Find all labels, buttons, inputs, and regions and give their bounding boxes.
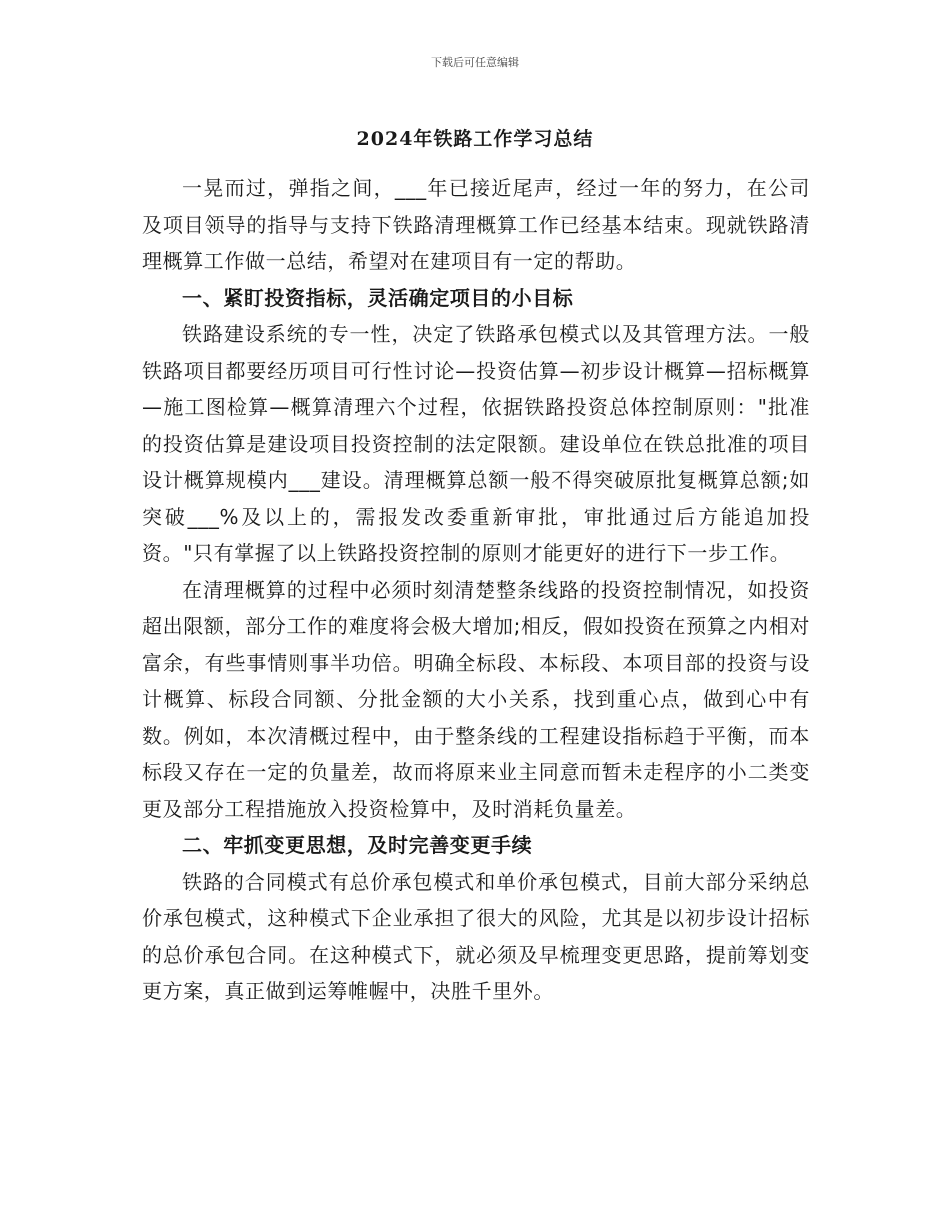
- paragraph-contract-mode: 铁路的合同模式有总价承包模式和单价承包模式，目前大部分采纳总价承包模式，这种模式下企业承担了很大的风险，尤其是以初步设计招标的总价承包合同。在这种模式下，就必须及早梳理变更思路，提前筹划变更方案，真正做到运筹帷幄中，决胜千里外。: [142, 869, 810, 1003]
- header-note: 下载后可任意编辑: [431, 56, 519, 69]
- document-body: [142, 170, 810, 1010]
- section-heading-2: 二、牢抓变更思想，及时完善变更手续: [182, 833, 533, 857]
- paragraph-investment-principles: 铁路建设系统的专一性，决定了铁路承包模式以及其管理方法。一般铁路项目都要经历项目可行性讨论—投资估算—初步设计概算—招标概算—施工图检算—概算清理六个过程，依据铁路投资总体控制原则："批准的投资估算是建设项目投资控制的法定限额。建设单位在铁总批准的项目设计概算规模内___建设。清理概算总额一般不得突破原批复概算总额;如突破___%及以上的，需报发改委重新审批，审批通过后方能追加投资。"只有掌握了以上铁路投资控制的原则才能更好的进行下一步工作。: [142, 322, 810, 565]
- section-heading-1: 一、紧盯投资指标，灵活确定项目的小目标: [182, 285, 574, 310]
- document-title: 2024年铁路工作学习总结: [356, 128, 594, 150]
- paragraph-intro: 一晃而过，弹指之间，___年已接近尾声，经过一年的努力，在公司及项目领导的指导与支持下铁路清理概算工作已经基本结束。现就铁路清理概算工作做一总结，希望对在建项目有一定的帮助。: [142, 176, 810, 273]
- paragraph-investment-control: 在清理概算的过程中必须时刻清楚整条线路的投资控制情况，如投资超出限额，部分工作的难度将会极大增加;相反，假如投资在预算之内相对富余，有些事情则事半功倍。明确全标段、本标段、本项目部的投资与设计概算、标段合同额、分批金额的大小关系，找到重心点，做到心中有数。例如，本次清概过程中，由于整条线的工程建设指标趋于平衡，而本标段又存在一定的负量差，故而将原来业主同意而暂未走程序的小二类变更及部分工程措施放入投资检算中，及时消耗负量差。: [142, 577, 810, 821]
